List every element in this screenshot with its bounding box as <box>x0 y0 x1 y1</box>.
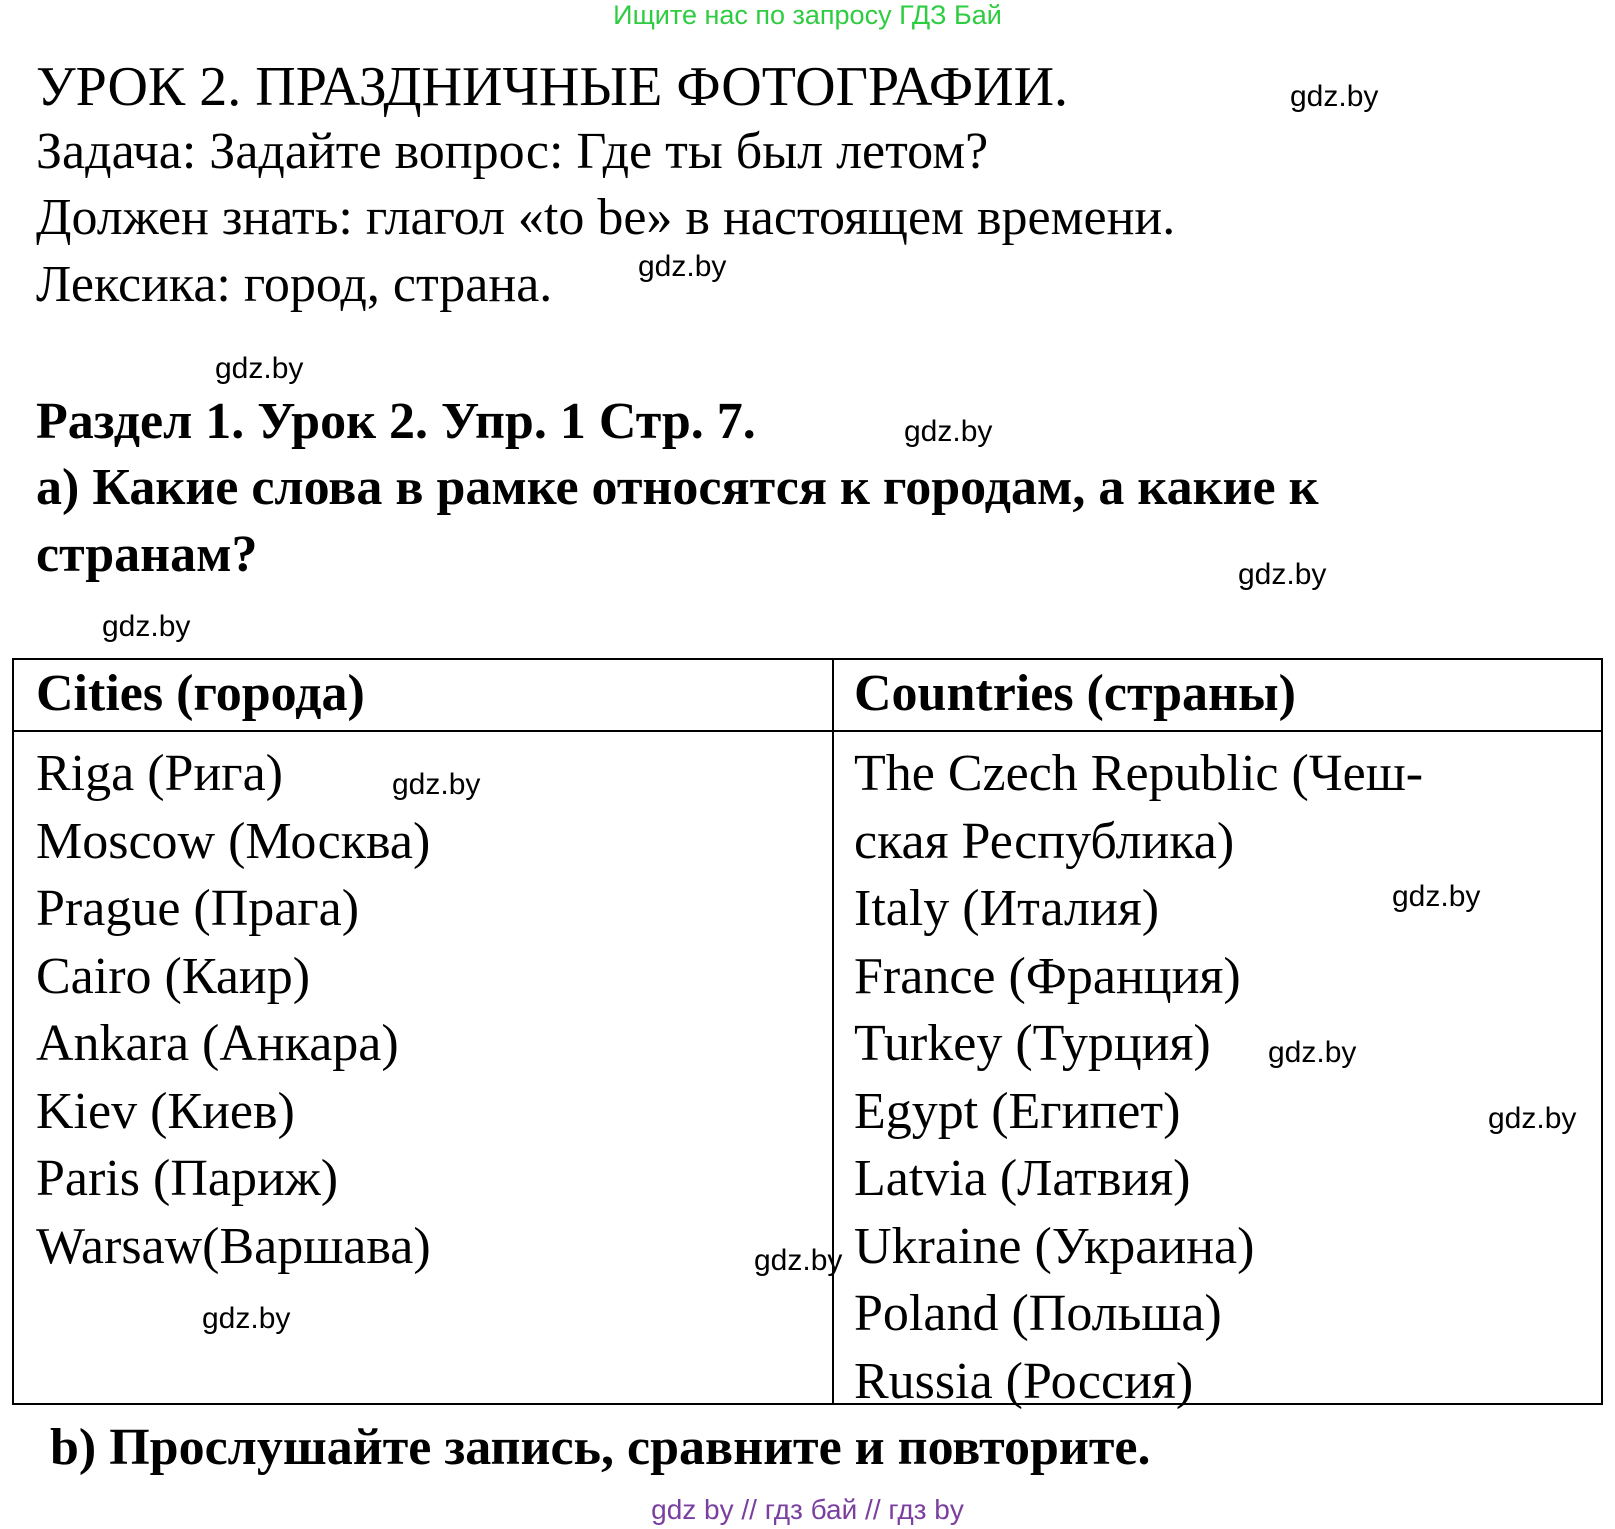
watermark: gdz.by <box>904 415 993 448</box>
watermark: gdz.by <box>638 250 727 283</box>
list-item: Turkey (Турция) <box>854 1015 1211 1072</box>
cities-list <box>36 740 431 1280</box>
footer-links: gdz by // гдз бай // гдз by <box>651 1494 964 1525</box>
list-item: Warsaw(Варшава) <box>36 1217 431 1275</box>
watermark: gdz.by <box>215 352 304 385</box>
list-item: ская Республика) <box>854 812 1235 870</box>
list-item: Prague (Прага) <box>36 880 360 937</box>
watermark: gdz.by <box>202 1302 291 1335</box>
list-item: Riga (Рига) <box>36 745 283 802</box>
list-item: Kiev (Киев) <box>36 1082 295 1140</box>
list-item: Ukraine (Украина) <box>854 1217 1255 1275</box>
cities-countries-table <box>12 658 1603 1410</box>
lesson-must-know: Должен знать: глагол «to be» в настоящем времени. <box>36 189 1176 246</box>
watermark: gdz.by <box>392 768 481 801</box>
list-item: France (Франция) <box>854 947 1241 1005</box>
list-item: Paris (Париж) <box>36 1150 339 1207</box>
watermark: gdz.by <box>102 610 191 643</box>
lesson-task: Задача: Задайте вопрос: Где ты был летом? <box>36 123 989 180</box>
list-item: Cairo (Каир) <box>36 947 311 1005</box>
list-item: Ankara (Анкара) <box>36 1015 399 1072</box>
watermark: gdz.by <box>754 1244 843 1277</box>
list-item: The Czech Republic (Чеш- <box>854 745 1424 802</box>
top-banner: Ищите нас по запросу ГДЗ Бай <box>613 0 1002 30</box>
list-item: Moscow (Москва) <box>36 812 431 870</box>
watermark: gdz.by <box>1392 880 1481 913</box>
countries-list <box>854 740 1423 1415</box>
watermark: gdz.by <box>1290 80 1379 113</box>
cities-header: Cities (города) <box>36 665 365 722</box>
watermark: gdz.by <box>1488 1102 1577 1135</box>
watermark: gdz.by <box>1238 558 1327 591</box>
lesson-vocabulary: Лексика: город, страна. <box>36 256 553 313</box>
exercise-heading: Раздел 1. Урок 2. Упр. 1 Стр. 7. <box>36 393 756 450</box>
list-item: Russia (Россия) <box>854 1352 1194 1410</box>
table-header-divider <box>14 730 1601 732</box>
watermark: gdz.by <box>1268 1036 1357 1069</box>
question-a-line2: странам? <box>36 526 258 583</box>
question-b: b) Прослушайте запись, сравните и повторите. <box>50 1419 1151 1476</box>
list-item: Latvia (Латвия) <box>854 1150 1191 1207</box>
table-column-divider <box>832 660 834 1403</box>
lesson-title: УРОК 2. ПРАЗДНИЧНЫЕ ФОТОГРАФИИ. <box>36 56 1069 118</box>
list-item: Italy (Италия) <box>854 880 1160 937</box>
list-item: Poland (Польша) <box>854 1285 1222 1342</box>
countries-header: Countries (страны) <box>854 665 1296 722</box>
list-item: Egypt (Египет) <box>854 1082 1181 1140</box>
question-a-line1: а) Какие слова в рамке относятся к городам, а какие к <box>36 459 1319 516</box>
